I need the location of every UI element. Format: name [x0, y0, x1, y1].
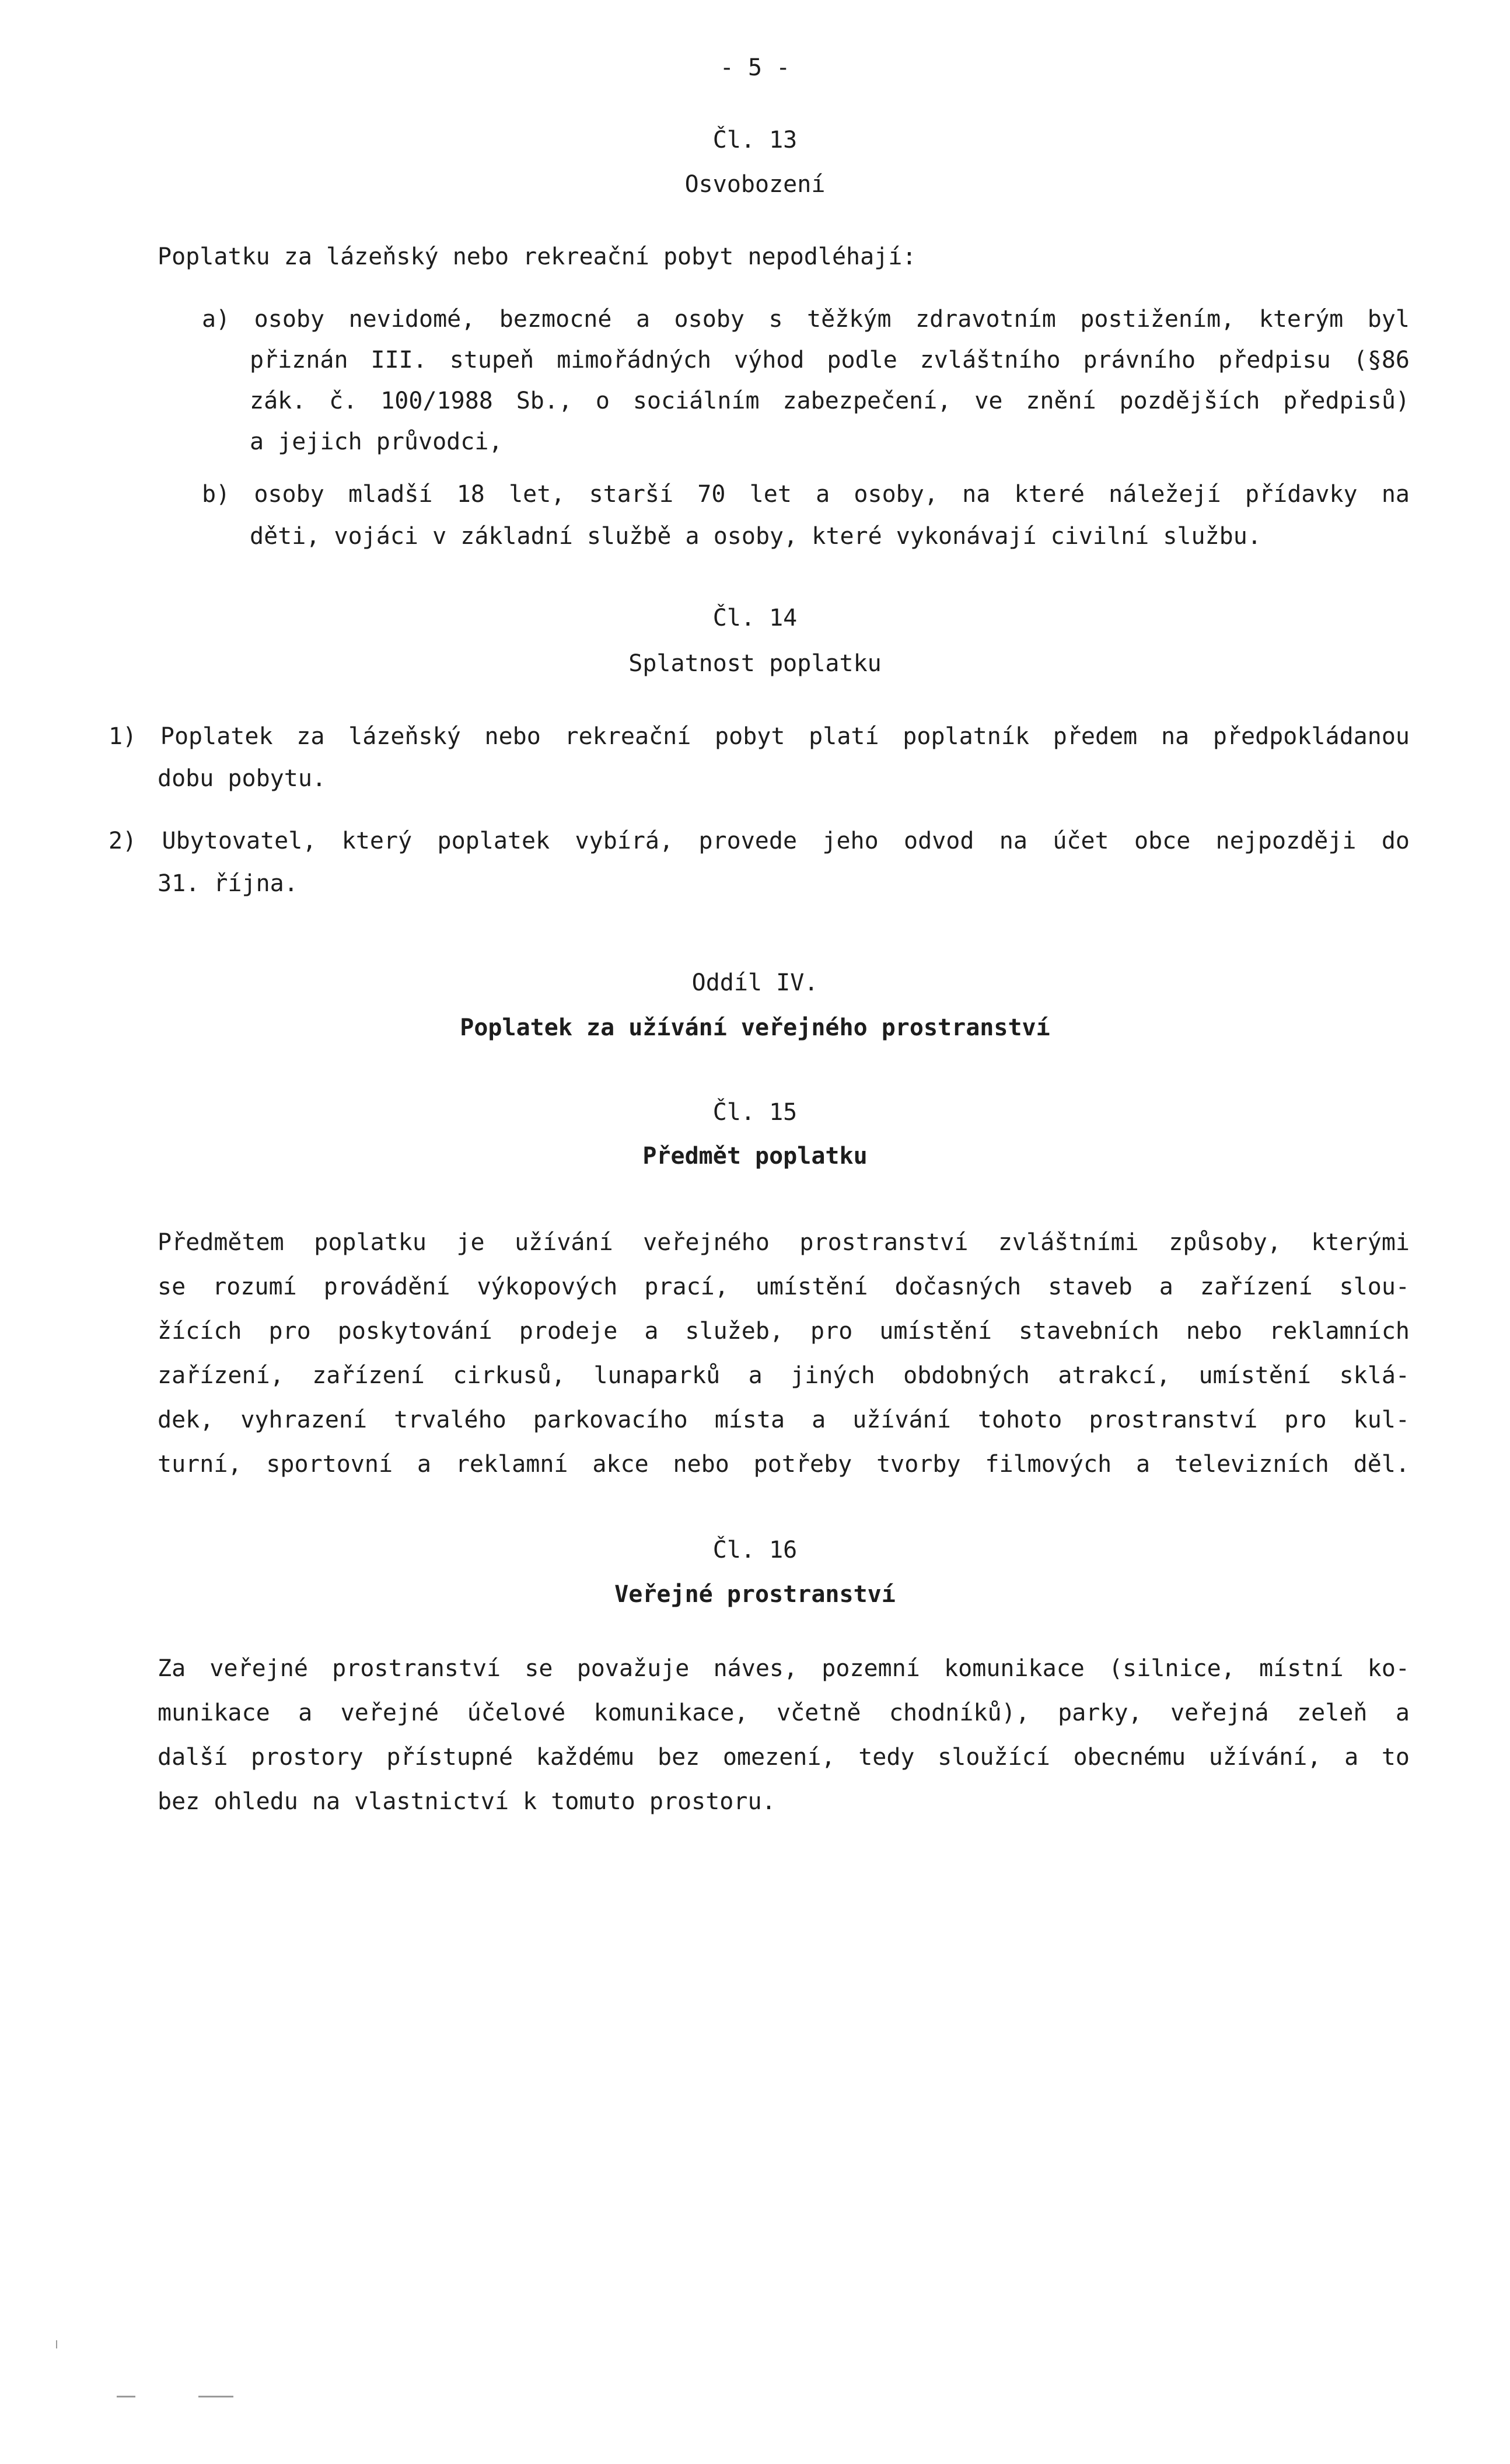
art14-p1-line-1: 1) Poplatek za lázeňský nebo rekreační pobyt platí poplatník předem na předpokládanou [109, 723, 1410, 750]
art15-title: Předmět poplatku [642, 1143, 868, 1170]
scan-mark [198, 2396, 233, 2397]
art16-line-2: munikace a veřejné účelové komunikace, včetně chodníků), parky, veřejná zeleň a [158, 1699, 1410, 1726]
art15-heading: Čl. 15 [712, 1099, 798, 1126]
art15-line-4: zařízení, zařízení cirkusů, lunaparků a jiných obdobných atrakcí, umístění sklá- [158, 1362, 1410, 1389]
art13-intro: Poplatku za lázeňský nebo rekreační pobyt nepodléhají: [158, 243, 917, 270]
art14-p2-line-1: 2) Ubytovatel, který poplatek vybírá, provede jeho odvod na účet obce nejpozději do [109, 828, 1410, 854]
art13-a-line-1: a) osoby nevidomé, bezmocné a osoby s těžkým zdravotním postižením, kterým byl [202, 306, 1410, 333]
art13-a-line-4: a jejich průvodci, [250, 428, 503, 455]
art13-b-line-1: b) osoby mladší 18 let, starší 70 let a osoby, na které náležejí přídavky na [202, 481, 1410, 508]
art14-heading: Čl. 14 [712, 605, 798, 631]
art13-title: Osvobození [684, 171, 826, 198]
scan-mark [56, 2340, 57, 2348]
art16-line-3: další prostory přístupné každému bez omezení, tedy sloužící obecnému užívání, a to [158, 1744, 1410, 1771]
scan-mark [117, 2396, 135, 2397]
art13-a-line-3: zák. č. 100/1988 Sb., o sociálním zabezpečení, ve znění pozdějších předpisů) [250, 388, 1410, 414]
art16-heading: Čl. 16 [712, 1537, 798, 1563]
art13-b-line-2: děti, vojáci v základní službě a osoby, které vykonávají civilní službu. [250, 523, 1261, 550]
art13-a-line-2: přiznán III. stupeň mimořádných výhod podle zvláštního právního předpisu (§86 [250, 347, 1410, 374]
art15-line-6: turní, sportovní a reklamní akce nebo potřeby tvorby filmových a televizních děl. [158, 1451, 1410, 1478]
art16-line-4: bez ohledu na vlastnictví k tomuto prostoru. [158, 1788, 776, 1815]
art15-line-3: žících pro poskytování prodeje a služeb, pro umístění stavebních nebo reklamních [158, 1318, 1410, 1345]
art15-line-2: se rozumí provádění výkopových prací, umístění dočasných staveb a zařízení slou- [158, 1273, 1410, 1300]
art14-p2-line-2: 31. října. [158, 870, 298, 897]
page-number: - 5 - [719, 54, 791, 81]
art16-title: Veřejné prostranství [614, 1581, 896, 1608]
section4-title: Poplatek za užívání veřejného prostranství [460, 1014, 1050, 1041]
art13-heading: Čl. 13 [712, 127, 798, 153]
art14-p1-line-2: dobu pobytu. [158, 765, 326, 792]
art15-line-1: Předmětem poplatku je užívání veřejného prostranství zvláštními způsoby, kterými [158, 1229, 1410, 1256]
art16-line-1: Za veřejné prostranství se považuje náves, pozemní komunikace (silnice, místní ko- [158, 1655, 1410, 1682]
section4-heading: Oddíl IV. [691, 969, 819, 996]
art15-line-5: dek, vyhrazení trvalého parkovacího místa a užívání tohoto prostranství pro kul- [158, 1406, 1410, 1433]
art14-title: Splatnost poplatku [628, 650, 882, 677]
